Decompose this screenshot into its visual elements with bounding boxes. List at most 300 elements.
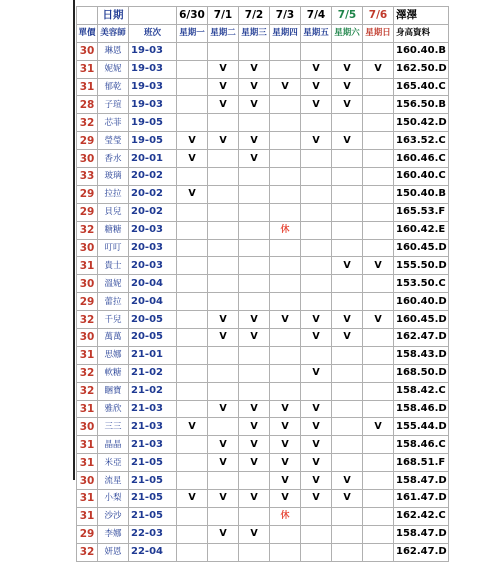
- availability-cell: V: [239, 78, 270, 96]
- price-cell: 28: [77, 96, 98, 114]
- stylist-name-cell: 芯菲: [98, 114, 129, 132]
- table-row: [77, 525, 449, 543]
- height-info-cell: 160.46.C: [394, 150, 449, 168]
- availability-cell: V: [301, 311, 332, 329]
- availability-cell: [177, 382, 208, 400]
- availability-cell: V: [332, 96, 363, 114]
- table-row: [77, 185, 449, 203]
- price-cell: 31: [77, 257, 98, 275]
- header-date: 7/2: [239, 7, 270, 25]
- availability-cell: [270, 60, 301, 78]
- availability-cell: [363, 400, 394, 418]
- table-row: [77, 168, 449, 186]
- table-row: [77, 203, 449, 221]
- availability-cell: [177, 436, 208, 454]
- price-cell: 31: [77, 454, 98, 472]
- availability-cell: [239, 221, 270, 239]
- price-cell: 31: [77, 78, 98, 96]
- table-row: [77, 257, 449, 275]
- availability-cell: [363, 275, 394, 293]
- availability-cell: [301, 543, 332, 561]
- availability-cell: [332, 418, 363, 436]
- table-row: [77, 490, 449, 508]
- availability-cell: [332, 382, 363, 400]
- availability-cell: V: [239, 329, 270, 347]
- table-row: [77, 382, 449, 400]
- class-cell: 21-02: [129, 382, 177, 400]
- header-date: 7/1: [208, 7, 239, 25]
- height-info-cell: 162.47.D: [394, 543, 449, 561]
- availability-cell: [270, 275, 301, 293]
- availability-cell: [208, 150, 239, 168]
- height-info-cell: 155.50.D: [394, 257, 449, 275]
- availability-cell: V: [239, 150, 270, 168]
- availability-cell: [332, 525, 363, 543]
- availability-cell: V: [270, 418, 301, 436]
- availability-cell: [177, 221, 208, 239]
- availability-cell: V: [363, 418, 394, 436]
- availability-cell: V: [239, 490, 270, 508]
- height-info-cell: 156.50.B: [394, 96, 449, 114]
- availability-cell: V: [239, 418, 270, 436]
- height-info-cell: 163.52.C: [394, 132, 449, 150]
- availability-cell: [208, 543, 239, 561]
- availability-cell: [239, 382, 270, 400]
- height-info-cell: 160.40.D: [394, 293, 449, 311]
- availability-cell: [363, 42, 394, 60]
- availability-cell: V: [270, 400, 301, 418]
- availability-cell: [177, 114, 208, 132]
- availability-cell: V: [270, 472, 301, 490]
- availability-cell: V: [332, 329, 363, 347]
- price-cell: 29: [77, 132, 98, 150]
- price-cell: 31: [77, 346, 98, 364]
- availability-cell: V: [208, 436, 239, 454]
- availability-cell: V: [239, 454, 270, 472]
- price-cell: 29: [77, 203, 98, 221]
- availability-cell: [301, 221, 332, 239]
- table-row: [77, 293, 449, 311]
- availability-cell: [332, 203, 363, 221]
- header-weekday: 星期四: [270, 24, 301, 42]
- header-date: 7/5: [332, 7, 363, 25]
- availability-cell: [363, 221, 394, 239]
- availability-cell: V: [208, 311, 239, 329]
- table-row: [77, 543, 449, 561]
- class-cell: 19-05: [129, 132, 177, 150]
- header-weekday: 星期五: [301, 24, 332, 42]
- class-cell: 19-03: [129, 96, 177, 114]
- availability-cell: V: [332, 257, 363, 275]
- header-weekday: 星期日: [363, 24, 394, 42]
- availability-cell: [239, 543, 270, 561]
- availability-cell: [270, 42, 301, 60]
- availability-cell: [239, 257, 270, 275]
- availability-cell: [239, 185, 270, 203]
- header-date-label: 日期: [98, 7, 129, 25]
- availability-cell: V: [332, 472, 363, 490]
- availability-cell: [208, 114, 239, 132]
- height-info-cell: 162.50.D: [394, 60, 449, 78]
- availability-cell: V: [208, 329, 239, 347]
- availability-cell: [332, 436, 363, 454]
- header-date: 7/3: [270, 7, 301, 25]
- availability-cell: [208, 382, 239, 400]
- stylist-name-cell: 糖糖: [98, 221, 129, 239]
- availability-cell: [270, 364, 301, 382]
- height-info-cell: 160.45.D: [394, 311, 449, 329]
- stylist-name-cell: 瑩瑩: [98, 132, 129, 150]
- availability-cell: [239, 168, 270, 186]
- schedule-table-body: [77, 7, 449, 562]
- availability-cell: [363, 132, 394, 150]
- height-info-cell: 160.40.C: [394, 168, 449, 186]
- stylist-name-cell: 三三: [98, 418, 129, 436]
- availability-cell: [301, 293, 332, 311]
- price-cell: 30: [77, 42, 98, 60]
- availability-cell: V: [208, 132, 239, 150]
- header-weekday: 星期三: [239, 24, 270, 42]
- stylist-name-cell: 蕾拉: [98, 293, 129, 311]
- class-cell: 20-04: [129, 275, 177, 293]
- class-cell: 20-05: [129, 329, 177, 347]
- availability-cell: [239, 275, 270, 293]
- availability-cell: [363, 436, 394, 454]
- availability-cell: [332, 454, 363, 472]
- stylist-name-cell: 子瑄: [98, 96, 129, 114]
- day-off-cell: 休: [270, 507, 301, 525]
- availability-cell: [208, 42, 239, 60]
- height-info-cell: 158.47.D: [394, 472, 449, 490]
- availability-cell: [301, 114, 332, 132]
- availability-cell: [332, 364, 363, 382]
- availability-cell: [208, 185, 239, 203]
- availability-cell: [301, 507, 332, 525]
- stylist-name-cell: 玻璃: [98, 168, 129, 186]
- availability-cell: V: [239, 96, 270, 114]
- availability-cell: [301, 275, 332, 293]
- availability-cell: [301, 203, 332, 221]
- height-info-cell: 160.45.D: [394, 239, 449, 257]
- stylist-name-cell: 米亞: [98, 454, 129, 472]
- class-cell: 19-05: [129, 114, 177, 132]
- availability-cell: [301, 239, 332, 257]
- availability-cell: [363, 329, 394, 347]
- table-row: [77, 454, 449, 472]
- availability-cell: V: [301, 60, 332, 78]
- table-row: [77, 114, 449, 132]
- availability-cell: V: [301, 78, 332, 96]
- table-row: [77, 507, 449, 525]
- availability-cell: V: [363, 311, 394, 329]
- stylist-name-cell: 郁乾: [98, 78, 129, 96]
- availability-cell: V: [301, 96, 332, 114]
- availability-cell: [363, 239, 394, 257]
- availability-cell: [208, 221, 239, 239]
- availability-cell: V: [332, 132, 363, 150]
- availability-cell: V: [332, 311, 363, 329]
- price-cell: 30: [77, 275, 98, 293]
- class-cell: 20-02: [129, 168, 177, 186]
- availability-cell: [301, 150, 332, 168]
- availability-cell: V: [208, 525, 239, 543]
- availability-cell: [332, 168, 363, 186]
- height-info-cell: 158.42.C: [394, 382, 449, 400]
- availability-cell: V: [239, 60, 270, 78]
- availability-cell: V: [301, 472, 332, 490]
- availability-cell: [239, 293, 270, 311]
- availability-cell: V: [177, 490, 208, 508]
- availability-cell: [270, 132, 301, 150]
- stylist-name-cell: 李娜: [98, 525, 129, 543]
- availability-cell: V: [177, 132, 208, 150]
- availability-cell: [208, 472, 239, 490]
- availability-cell: V: [301, 132, 332, 150]
- availability-cell: [332, 293, 363, 311]
- availability-cell: [363, 454, 394, 472]
- sheet-left-border: [73, 0, 75, 480]
- header-info-label: 身高資料: [394, 24, 449, 42]
- table-row: [77, 239, 449, 257]
- class-cell: 20-02: [129, 203, 177, 221]
- availability-cell: [177, 275, 208, 293]
- availability-cell: [177, 507, 208, 525]
- availability-cell: [208, 346, 239, 364]
- availability-cell: [332, 114, 363, 132]
- class-cell: 19-03: [129, 78, 177, 96]
- availability-cell: V: [301, 490, 332, 508]
- table-row: [77, 96, 449, 114]
- availability-cell: [363, 507, 394, 525]
- class-cell: 20-03: [129, 257, 177, 275]
- stylist-name-cell: 香水: [98, 150, 129, 168]
- header-row-dates: [77, 7, 449, 25]
- class-cell: 21-03: [129, 400, 177, 418]
- availability-cell: V: [301, 329, 332, 347]
- stylist-name-cell: 妍恩: [98, 543, 129, 561]
- availability-cell: V: [239, 311, 270, 329]
- availability-cell: [332, 42, 363, 60]
- header-row-labels: [77, 24, 449, 42]
- price-cell: 30: [77, 418, 98, 436]
- availability-cell: [301, 346, 332, 364]
- availability-cell: [177, 257, 208, 275]
- height-info-cell: 155.44.D: [394, 418, 449, 436]
- availability-cell: [270, 543, 301, 561]
- availability-cell: [239, 346, 270, 364]
- stylist-name-cell: 思娜: [98, 346, 129, 364]
- class-cell: 22-03: [129, 525, 177, 543]
- class-cell: 21-02: [129, 364, 177, 382]
- availability-cell: [239, 42, 270, 60]
- availability-cell: [363, 490, 394, 508]
- availability-cell: [177, 472, 208, 490]
- header-price-label: 單價: [77, 24, 98, 42]
- availability-cell: [270, 293, 301, 311]
- height-info-cell: 162.42.C: [394, 507, 449, 525]
- header-date: 6/30: [177, 7, 208, 25]
- availability-cell: [177, 311, 208, 329]
- stylist-name-cell: 拉拉: [98, 185, 129, 203]
- table-row: [77, 311, 449, 329]
- availability-cell: [177, 203, 208, 221]
- price-cell: 29: [77, 525, 98, 543]
- price-cell: 31: [77, 507, 98, 525]
- availability-cell: [332, 221, 363, 239]
- availability-cell: [301, 257, 332, 275]
- height-info-cell: 150.42.D: [394, 114, 449, 132]
- availability-cell: V: [208, 78, 239, 96]
- availability-cell: [239, 364, 270, 382]
- availability-cell: [332, 150, 363, 168]
- availability-cell: [301, 525, 332, 543]
- availability-cell: V: [301, 364, 332, 382]
- availability-cell: V: [239, 525, 270, 543]
- class-cell: 20-03: [129, 221, 177, 239]
- class-cell: 21-05: [129, 454, 177, 472]
- stylist-name-cell: 琳恩: [98, 42, 129, 60]
- class-cell: 21-03: [129, 418, 177, 436]
- stylist-name-cell: 貝兒: [98, 203, 129, 221]
- availability-cell: [270, 114, 301, 132]
- class-cell: 20-05: [129, 311, 177, 329]
- table-row: [77, 221, 449, 239]
- header-date: 7/4: [301, 7, 332, 25]
- stylist-name-cell: 雅欣: [98, 400, 129, 418]
- availability-cell: [270, 168, 301, 186]
- class-cell: 21-03: [129, 436, 177, 454]
- availability-cell: V: [208, 490, 239, 508]
- height-info-cell: 160.42.E: [394, 221, 449, 239]
- height-info-cell: 160.40.B: [394, 42, 449, 60]
- stylist-name-cell: 小梨: [98, 490, 129, 508]
- class-cell: 20-01: [129, 150, 177, 168]
- availability-cell: [208, 257, 239, 275]
- availability-cell: V: [208, 400, 239, 418]
- availability-cell: [239, 472, 270, 490]
- header-weekday: 星期六: [332, 24, 363, 42]
- header-blank: [129, 7, 177, 25]
- table-row: [77, 132, 449, 150]
- table-row: [77, 346, 449, 364]
- table-row: [77, 60, 449, 78]
- availability-cell: [208, 364, 239, 382]
- class-cell: 21-01: [129, 346, 177, 364]
- availability-cell: V: [301, 400, 332, 418]
- availability-cell: [270, 239, 301, 257]
- stylist-name-cell: 溫妮: [98, 275, 129, 293]
- header-blank: [77, 7, 98, 25]
- availability-cell: [208, 418, 239, 436]
- stylist-name-cell: 千兒: [98, 311, 129, 329]
- price-cell: 31: [77, 436, 98, 454]
- price-cell: 30: [77, 472, 98, 490]
- height-info-cell: 158.43.D: [394, 346, 449, 364]
- price-cell: 31: [77, 400, 98, 418]
- availability-cell: [270, 346, 301, 364]
- table-row: [77, 364, 449, 382]
- availability-cell: [363, 525, 394, 543]
- availability-cell: [208, 507, 239, 525]
- availability-cell: [239, 239, 270, 257]
- availability-cell: [177, 346, 208, 364]
- availability-cell: [363, 346, 394, 364]
- price-cell: 32: [77, 114, 98, 132]
- availability-cell: [177, 60, 208, 78]
- availability-cell: [332, 239, 363, 257]
- availability-cell: [177, 168, 208, 186]
- availability-cell: [363, 114, 394, 132]
- availability-cell: [177, 400, 208, 418]
- table-row: [77, 472, 449, 490]
- stylist-name-cell: 妮妮: [98, 60, 129, 78]
- class-cell: 21-05: [129, 490, 177, 508]
- availability-cell: [177, 454, 208, 472]
- availability-cell: [208, 168, 239, 186]
- class-cell: 22-04: [129, 543, 177, 561]
- availability-cell: [239, 203, 270, 221]
- availability-cell: [177, 543, 208, 561]
- height-info-cell: 158.47.D: [394, 525, 449, 543]
- schedule-table: [76, 6, 449, 562]
- availability-cell: [332, 346, 363, 364]
- availability-cell: [363, 382, 394, 400]
- stylist-name-cell: 晶晶: [98, 436, 129, 454]
- availability-cell: [208, 275, 239, 293]
- height-info-cell: 168.51.F: [394, 454, 449, 472]
- stylist-name-cell: 流星: [98, 472, 129, 490]
- table-row: [77, 436, 449, 454]
- availability-cell: V: [332, 78, 363, 96]
- availability-cell: V: [270, 454, 301, 472]
- availability-cell: [363, 543, 394, 561]
- availability-cell: [177, 78, 208, 96]
- stylist-name-cell: 沙沙: [98, 507, 129, 525]
- stylist-name-cell: 萬萬: [98, 329, 129, 347]
- availability-cell: V: [332, 490, 363, 508]
- availability-cell: [301, 42, 332, 60]
- availability-cell: [270, 150, 301, 168]
- class-cell: 21-05: [129, 472, 177, 490]
- availability-cell: [363, 78, 394, 96]
- availability-cell: V: [177, 185, 208, 203]
- table-row: [77, 400, 449, 418]
- class-cell: 19-03: [129, 42, 177, 60]
- header-stylist-label: 美容師: [98, 24, 129, 42]
- availability-cell: [363, 472, 394, 490]
- class-cell: 20-02: [129, 185, 177, 203]
- availability-cell: V: [239, 400, 270, 418]
- class-cell: 20-03: [129, 239, 177, 257]
- day-off-cell: 休: [270, 221, 301, 239]
- availability-cell: [332, 507, 363, 525]
- availability-cell: [177, 364, 208, 382]
- class-cell: 21-05: [129, 507, 177, 525]
- table-row: [77, 275, 449, 293]
- availability-cell: [177, 525, 208, 543]
- availability-cell: [270, 525, 301, 543]
- availability-cell: [177, 329, 208, 347]
- availability-cell: [332, 400, 363, 418]
- availability-cell: [239, 114, 270, 132]
- table-row: [77, 42, 449, 60]
- table-row: [77, 78, 449, 96]
- availability-cell: [208, 203, 239, 221]
- price-cell: 30: [77, 239, 98, 257]
- availability-cell: [239, 507, 270, 525]
- class-cell: 19-03: [129, 60, 177, 78]
- availability-cell: [177, 42, 208, 60]
